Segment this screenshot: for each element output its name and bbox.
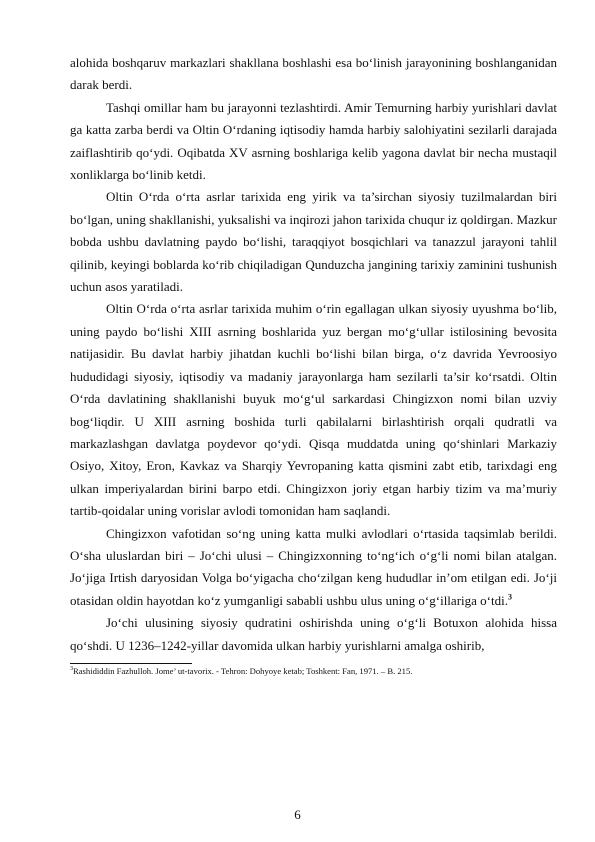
paragraph-external-factors: Tashqi omillar ham bu jarayonni tezlashtirdi. Amir Temurning harbiy yurishlari davlat ga katta zarba berdi va Oltin O‘rdaning iqtisodiy hamda harbiy salohiyatini sezilarli darajada zaiflashtirib qo‘ydi. Oqibatda XV asrning boshlariga kelib yagona davlat bir necha mustaqil xonliklarga bo‘linib ketdi. <box>70 99 557 183</box>
paragraph-jochi-ulus <box>70 523 557 613</box>
paragraph-jochi-ulus-text: Chingizxon vafotidan so‘ng uning katta mulki avlodlari o‘rtasida taqsimlab berildi. O‘sha uluslardan biri – Jo‘chi ulusi – Chingizxonning to‘ng‘ich o‘g‘li nomi bilan atalgan. Jo‘jiga Irtish daryosidan Volga bo‘yigacha cho‘zilgan keng hududlar in’om etilgan edi. Jo‘ji otasidan oldin hayotdan ko‘z yumganligi sababli ushbu ulus uning o‘g‘illariga o‘tdi. <box>70 525 557 608</box>
footnote-marker: 3 <box>70 666 73 673</box>
document-page <box>70 52 557 677</box>
paragraph-golden-horde-origins: Oltin O‘rda o‘rta asrlar tarixida muhim o‘rin egallagan ulkan siyosiy uyushma bo‘lib, uning paydo bo‘lishi XIII asrning boshlarida yuz bergan mo‘g‘ullar istilosining bevosita natijasidir. Bu davlat harbiy jihatdan kuchli bo‘lishi bilan birga, o‘z davrida Yevroosiyo hududidagi siyosiy, iqtisodiy va madaniy jarayonlarga ham sezilarli ta’sir ko‘rsatdi. Oltin O‘rda davlatining shakllanishi buyuk mo‘g‘ul sarkardasi Chingizxon nomi bilan uzviy bog‘liqdir. U XIII asrning boshida turli qabilalarni birlashtirish orqali qudratli va markazlashgan davlatga poydevor qo‘ydi. Qisqa muddatda uning qo‘shinlari Markaziy Osiyo, Xitoy, Eron, Kavkaz va Sharqiy Yevropaning katta qismini zabt etib, tarixdagi eng ulkan imperiyalardan birini barpo etdi. Chingizxon joriy etgan harbiy tizim va ma’muriy tartib-qoidalar uning vorislar avlodi tomonidan ham saqlandi. <box>70 301 557 519</box>
paragraph-continuation: alohida boshqaruv markazlari shakllana boshlashi esa bo‘linish jarayonining boshlanganidan darak berdi. <box>70 55 557 93</box>
footnote <box>70 666 557 677</box>
footnote-reference[interactable]: 3 <box>507 592 512 602</box>
footnote-text: Rashididdin Fazhulloh. Jome’ ut-tavorix. - Tehron: Dohyoye ketab; Toshkent: Fan, 1971. – B. 215. <box>73 665 413 676</box>
paragraph-batu-khan: Jo‘chi ulusining siyosiy qudratini oshirishda uning o‘g‘li Botuxon alohida hissa qo‘shdi. U 1236–1242-yillar davomida ulkan harbiy yurishlarni amalga oshirib, <box>70 615 557 653</box>
footnote-separator <box>70 663 192 664</box>
page-number: 6 <box>294 807 301 822</box>
paragraph-chapter-purpose: Oltin O‘rda o‘rta asrlar tarixida eng yirik va ta’sirchan siyosiy tuzilmalardan biri bo‘lgan, uning shakllanishi, yuksalishi va inqirozi jahon tarixida chuqur iz qoldirgan. Mazkur bobda ushbu davlatning paydo bo‘lishi, taraqqiyot bosqichlari va tanazzul jarayoni tahlil qilinib, keyingi boblarda ko‘rib chiqiladigan Qunduzcha jangining tarixiy zaminini tushunish uchun asos yaratiladi. <box>70 189 557 295</box>
